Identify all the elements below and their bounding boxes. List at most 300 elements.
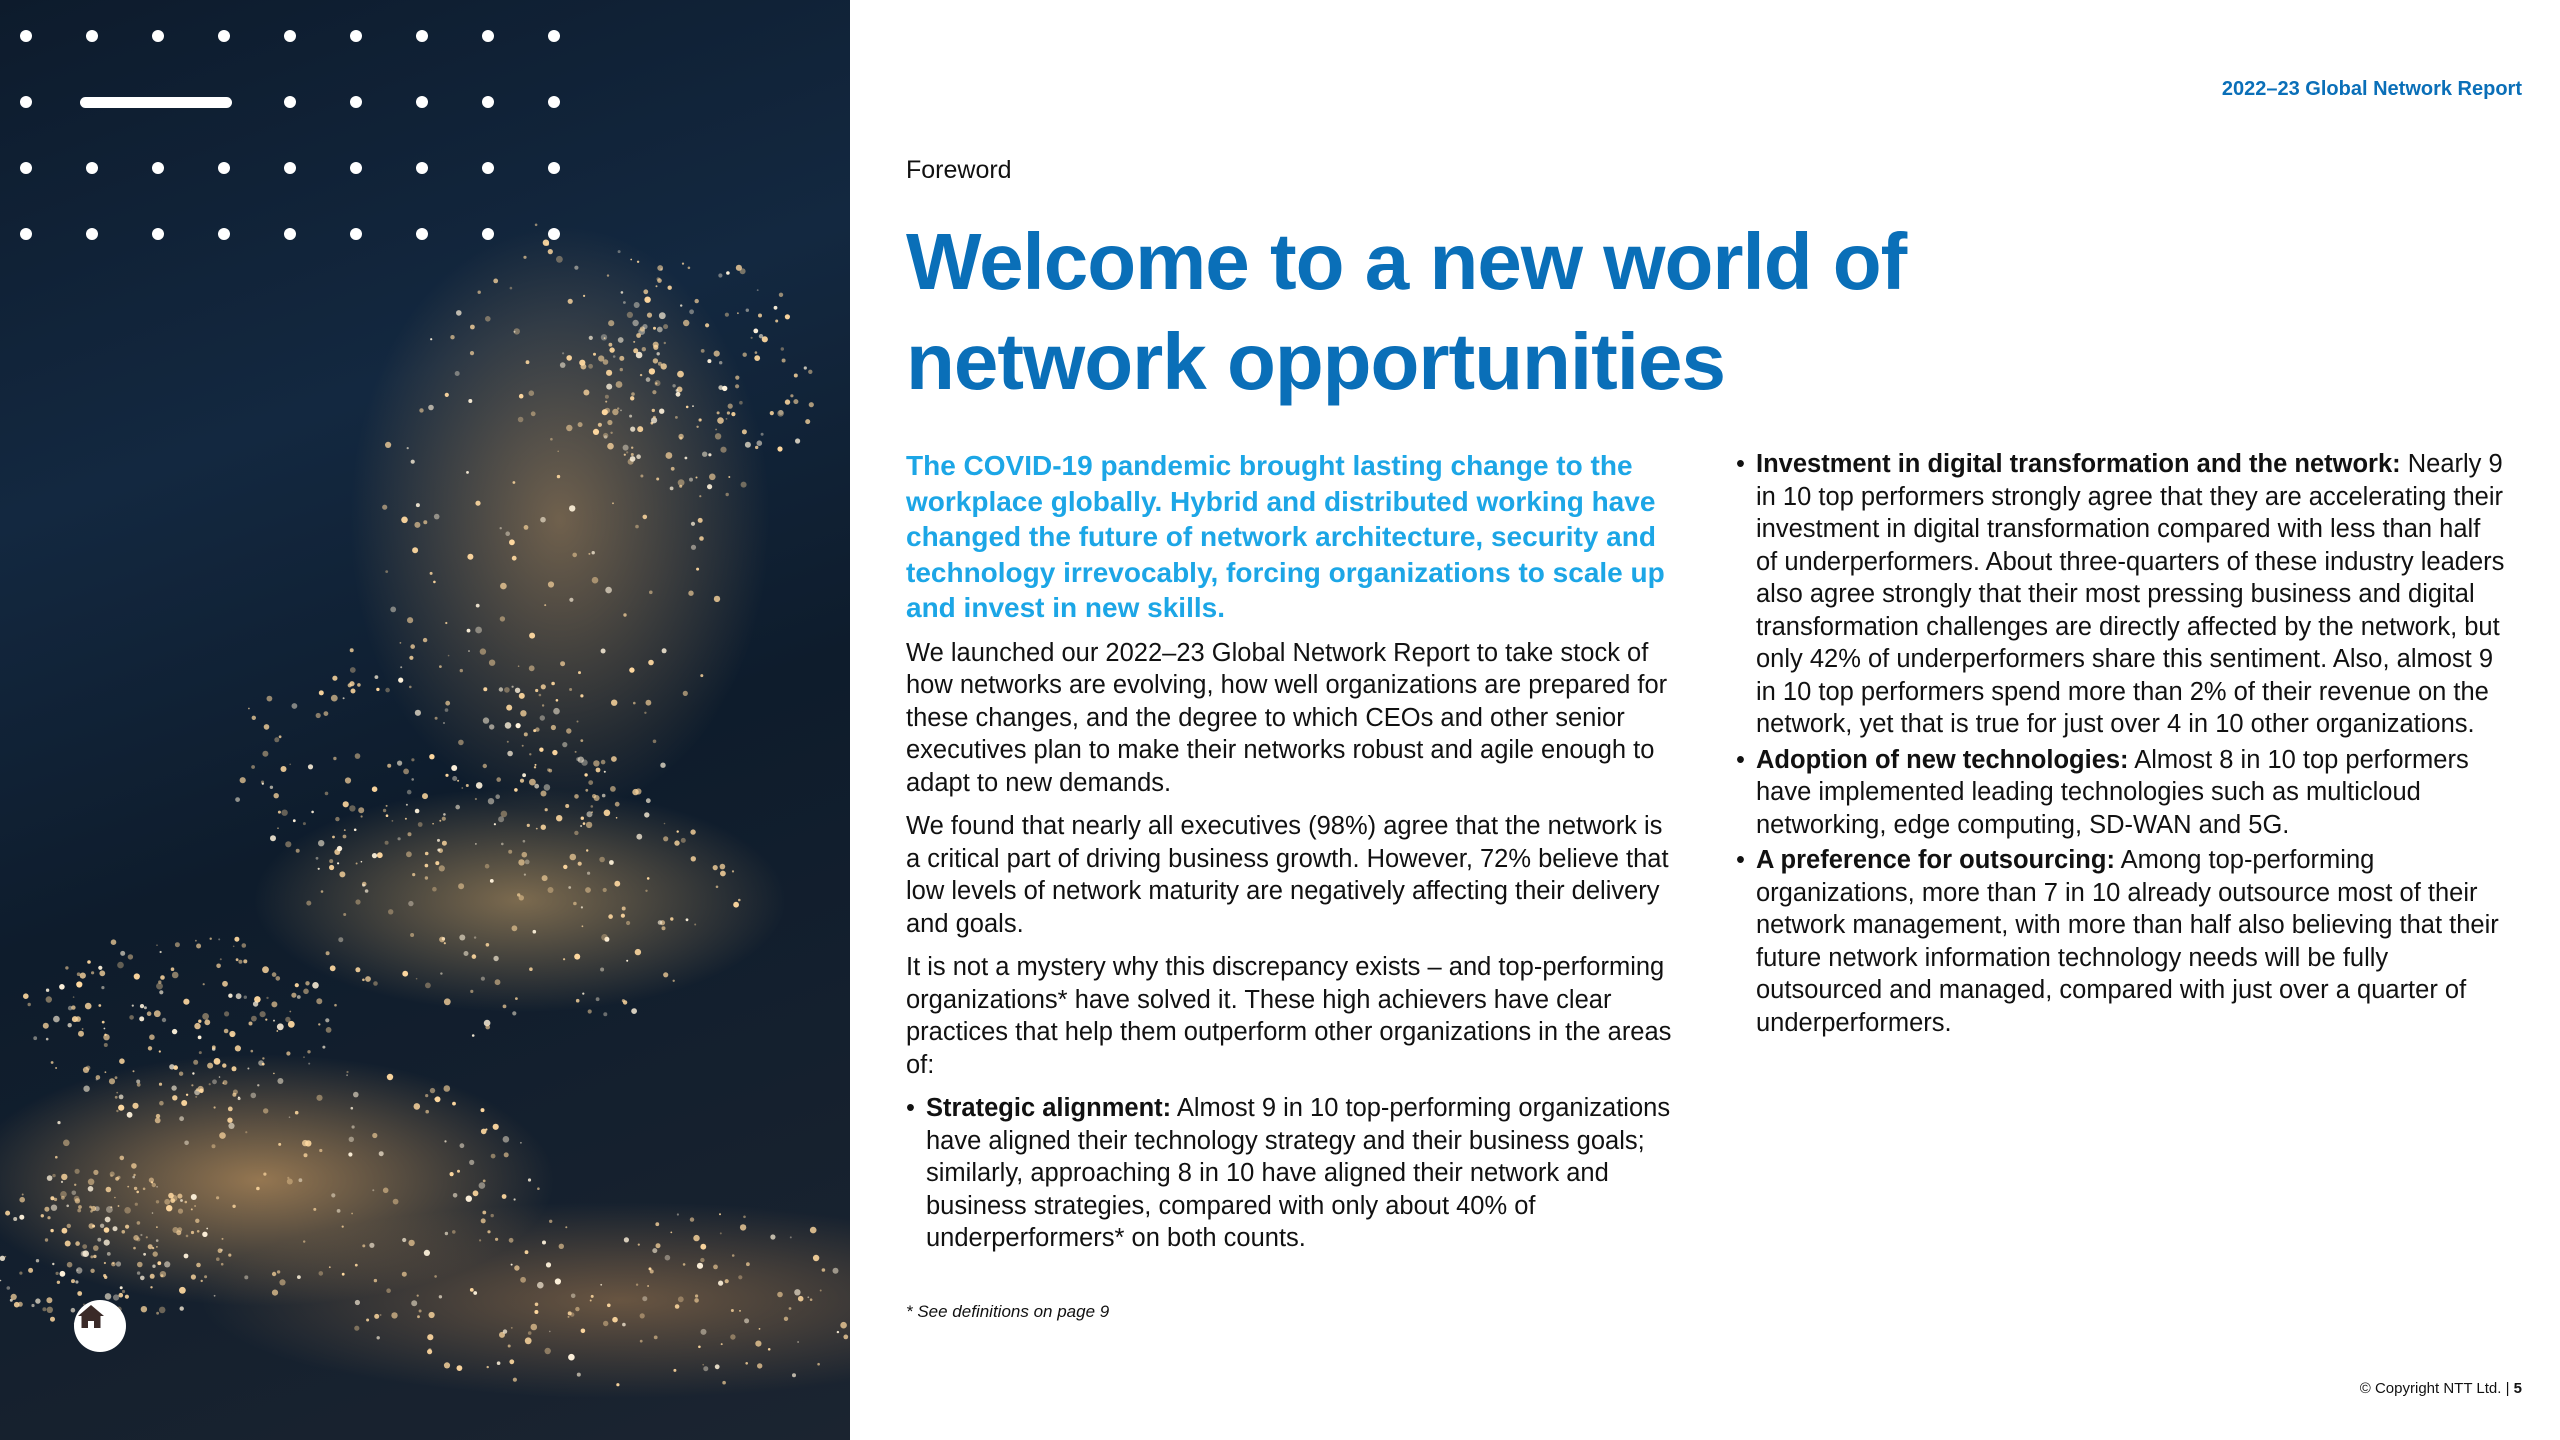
city-light-speck (689, 478, 693, 482)
city-light-speck (754, 355, 760, 361)
city-light-speck (670, 1232, 672, 1234)
city-light-speck (116, 1261, 121, 1266)
city-light-speck (467, 554, 473, 560)
grid-dot (548, 162, 560, 174)
city-light-speck (406, 851, 412, 857)
city-light-speck (519, 394, 524, 399)
bullet-item-strategic-alignment (906, 1092, 1678, 1255)
city-light-speck (277, 1078, 283, 1084)
city-light-speck (172, 1095, 177, 1100)
city-light-speck (117, 1176, 120, 1179)
city-light-speck (753, 329, 758, 334)
city-light-speck (675, 1304, 680, 1309)
city-light-speck (679, 485, 682, 488)
city-light-speck (380, 1314, 382, 1316)
grid-dot (218, 228, 230, 240)
city-light-speck (162, 1018, 166, 1022)
city-light-speck (120, 951, 125, 956)
grid-dot (284, 228, 296, 240)
city-light-speck (419, 1310, 422, 1313)
city-light-speck (571, 1294, 576, 1299)
city-light-speck (539, 694, 542, 697)
city-light-speck (249, 1022, 253, 1026)
city-light-speck (727, 411, 730, 414)
city-light-speck (681, 838, 686, 843)
home-button[interactable] (74, 1300, 126, 1352)
city-light-speck (312, 982, 319, 989)
city-light-speck (636, 1284, 638, 1286)
city-light-speck (720, 864, 726, 870)
city-light-speck (624, 454, 626, 456)
city-light-speck (574, 831, 578, 835)
city-light-speck (609, 347, 614, 352)
city-light-speck (640, 475, 643, 478)
city-light-speck (507, 751, 513, 757)
city-light-speck (299, 1178, 303, 1182)
city-light-speck (537, 1187, 540, 1190)
city-light-speck (648, 660, 654, 666)
city-light-speck (256, 1187, 260, 1191)
city-light-speck (398, 678, 403, 683)
city-light-speck (87, 960, 91, 964)
grid-dot (416, 162, 428, 174)
city-light-speck (536, 828, 538, 830)
city-light-speck (679, 437, 682, 440)
city-light-speck (782, 359, 786, 363)
grid-dot (86, 228, 98, 240)
city-light-speck (65, 1241, 71, 1247)
city-light-speck (591, 805, 594, 808)
city-light-speck (457, 1365, 463, 1371)
city-light-speck (568, 1311, 572, 1315)
city-light-speck (279, 1279, 285, 1285)
city-light-speck (159, 990, 163, 994)
city-light-speck (235, 1045, 241, 1051)
city-light-speck (68, 1023, 72, 1027)
city-light-speck (662, 926, 666, 930)
city-light-speck (67, 1262, 73, 1268)
city-light-speck (777, 446, 782, 451)
city-light-speck (374, 1279, 377, 1282)
city-light-speck (222, 1238, 224, 1240)
city-light-speck (392, 820, 394, 822)
city-light-speck (569, 688, 572, 691)
city-light-speck (696, 568, 699, 571)
city-light-speck (430, 1088, 435, 1093)
city-light-speck (699, 536, 704, 541)
city-light-speck (459, 935, 465, 941)
city-light-speck (119, 1095, 124, 1100)
city-light-speck (219, 1132, 226, 1139)
city-light-speck (7, 1286, 11, 1290)
city-light-speck (759, 1328, 761, 1330)
city-light-speck (99, 970, 105, 976)
city-light-speck (227, 1118, 232, 1123)
city-light-speck (485, 316, 491, 322)
city-light-speck (411, 1300, 417, 1306)
city-light-speck (673, 980, 675, 982)
city-light-speck (655, 1222, 659, 1226)
city-light-speck (680, 304, 682, 306)
city-light-speck (696, 426, 698, 428)
city-light-speck (757, 1363, 762, 1368)
city-light-speck (470, 990, 473, 993)
city-light-speck (53, 1016, 60, 1023)
city-light-speck (91, 971, 94, 974)
city-light-speck (194, 1205, 196, 1207)
city-light-speck (670, 487, 674, 491)
city-light-speck (677, 1213, 679, 1215)
city-light-speck (491, 1214, 494, 1217)
city-light-speck (745, 1362, 748, 1365)
city-light-speck (266, 997, 268, 999)
city-light-speck (606, 370, 612, 376)
city-light-speck (35, 1298, 40, 1303)
city-light-speck (337, 1209, 341, 1213)
city-light-speck (545, 1348, 551, 1354)
city-light-speck (635, 949, 641, 955)
city-light-speck (351, 689, 356, 694)
city-light-speck (156, 1186, 158, 1188)
city-light-speck (172, 972, 179, 979)
city-light-speck (307, 1050, 310, 1053)
city-light-speck (503, 1005, 507, 1009)
city-light-speck (742, 429, 747, 434)
city-light-speck (506, 705, 512, 711)
city-light-speck (272, 1290, 278, 1296)
city-light-speck (124, 1207, 131, 1214)
city-light-speck (416, 503, 420, 507)
city-light-speck (483, 764, 487, 768)
city-light-speck (653, 416, 656, 419)
city-light-speck (448, 655, 450, 657)
grid-dot (284, 96, 296, 108)
city-light-speck (338, 937, 343, 942)
city-light-speck (622, 907, 626, 911)
city-light-speck (689, 309, 694, 314)
city-light-speck (452, 1230, 456, 1234)
city-light-speck (470, 325, 475, 330)
city-light-speck (502, 1194, 507, 1199)
city-light-speck (311, 811, 314, 814)
city-light-speck (204, 1275, 207, 1278)
city-light-speck (434, 1098, 437, 1101)
city-light-speck (238, 960, 242, 964)
city-light-speck (219, 1076, 221, 1078)
city-light-speck (674, 840, 679, 845)
grid-dot (416, 96, 428, 108)
grid-dot (482, 96, 494, 108)
city-light-speck (746, 1262, 750, 1266)
city-light-speck (223, 1080, 228, 1085)
city-light-speck (140, 1276, 145, 1281)
city-light-speck (489, 724, 494, 729)
city-light-speck (474, 936, 476, 938)
city-light-speck (387, 1074, 393, 1080)
city-light-speck (75, 1169, 80, 1174)
city-light-speck (688, 591, 693, 596)
city-light-speck (645, 890, 647, 892)
city-light-speck (434, 1275, 437, 1278)
city-light-speck (698, 1346, 701, 1349)
city-light-speck (650, 1270, 654, 1274)
city-light-speck (386, 814, 389, 817)
city-light-speck (582, 993, 584, 995)
city-light-speck (739, 401, 743, 405)
city-light-speck (232, 1066, 237, 1071)
city-light-speck (274, 737, 279, 742)
city-light-speck (479, 1239, 481, 1241)
city-light-speck (535, 689, 538, 692)
city-light-speck (318, 868, 320, 870)
city-light-speck (514, 331, 516, 333)
city-light-speck (513, 1378, 517, 1382)
city-light-speck (140, 1234, 142, 1236)
city-light-speck (784, 1317, 788, 1321)
city-light-speck (728, 404, 733, 409)
city-light-speck (76, 981, 82, 987)
city-light-speck (497, 1361, 501, 1365)
city-light-speck (408, 901, 413, 906)
city-light-speck (630, 427, 635, 432)
city-light-speck (451, 765, 457, 771)
city-light-speck (720, 871, 726, 877)
city-light-speck (466, 471, 469, 474)
city-light-speck (500, 583, 507, 590)
grid-dot (350, 96, 362, 108)
city-light-speck (631, 392, 635, 396)
city-light-speck (524, 525, 529, 530)
city-light-speck (666, 452, 673, 459)
city-light-speck (73, 996, 75, 998)
city-light-speck (173, 1065, 178, 1070)
city-light-speck (533, 729, 536, 732)
city-light-speck (719, 361, 722, 364)
city-light-speck (539, 748, 543, 752)
city-light-speck (683, 691, 688, 696)
city-light-speck (722, 386, 727, 391)
city-light-speck (694, 1298, 699, 1303)
city-light-speck (289, 764, 291, 766)
city-light-speck (439, 1295, 442, 1298)
page-number: 5 (2513, 1380, 2522, 1397)
city-light-speck (664, 342, 666, 344)
city-light-speck (110, 1172, 115, 1177)
city-light-speck (725, 313, 729, 317)
city-light-speck (185, 1201, 188, 1204)
city-light-speck (45, 1238, 48, 1241)
city-light-speck (525, 1250, 529, 1254)
city-light-speck (159, 1101, 164, 1106)
city-light-speck (77, 1209, 81, 1213)
city-light-speck (714, 351, 720, 357)
city-light-speck (0, 1256, 5, 1261)
city-light-speck (337, 846, 342, 851)
city-light-speck (563, 865, 567, 869)
city-light-speck (578, 671, 581, 674)
city-light-speck (693, 1235, 699, 1241)
city-light-speck (209, 1083, 211, 1085)
city-light-speck (308, 764, 313, 769)
city-light-speck (735, 376, 739, 380)
city-light-speck (584, 773, 587, 776)
city-light-speck (410, 644, 415, 649)
city-light-speck (278, 811, 281, 814)
bullet-list (1736, 448, 2508, 1039)
grid-dot (350, 228, 362, 240)
city-light-speck (755, 351, 758, 354)
city-light-speck (127, 1186, 129, 1188)
city-light-speck (503, 1329, 507, 1333)
city-light-speck (622, 1323, 626, 1327)
city-light-speck (692, 405, 694, 407)
city-light-speck (466, 1196, 472, 1202)
city-light-speck (781, 347, 784, 350)
bullet-heading: Adoption of new technologies: (1756, 745, 2129, 774)
city-light-speck (656, 1243, 661, 1248)
city-light-speck (515, 688, 520, 693)
city-light-speck (694, 924, 696, 926)
city-light-speck (601, 649, 606, 654)
city-light-speck (214, 1106, 216, 1108)
city-light-speck (810, 1227, 817, 1234)
city-light-speck (326, 951, 330, 955)
city-light-speck (31, 1304, 34, 1307)
city-light-speck (822, 1268, 826, 1272)
city-light-speck (605, 395, 609, 399)
city-light-speck (186, 1235, 189, 1238)
city-light-speck (709, 474, 716, 481)
city-light-speck (537, 1282, 544, 1289)
city-light-speck (199, 1051, 202, 1054)
city-light-speck (416, 978, 418, 980)
city-light-speck (156, 1114, 160, 1118)
city-light-speck (676, 392, 681, 397)
city-light-speck (604, 435, 607, 438)
city-light-speck (408, 832, 412, 836)
city-light-speck (82, 1028, 84, 1030)
city-light-speck (738, 1275, 742, 1279)
city-light-speck (160, 975, 165, 980)
city-light-speck (425, 876, 428, 879)
city-light-speck (350, 667, 356, 673)
city-light-speck (726, 493, 729, 496)
city-light-speck (47, 1307, 53, 1313)
city-light-speck (621, 914, 625, 918)
city-light-speck (28, 1003, 31, 1006)
city-light-speck (402, 1238, 406, 1242)
grid-dot (350, 162, 362, 174)
city-light-speck (407, 447, 409, 449)
city-light-speck (178, 1209, 183, 1214)
city-light-speck (524, 874, 526, 876)
city-light-speck (120, 1156, 125, 1161)
city-light-speck (335, 817, 339, 821)
city-light-speck (473, 1291, 477, 1295)
city-light-speck (222, 1063, 226, 1067)
city-light-speck (508, 1345, 511, 1348)
city-light-speck (159, 1050, 161, 1052)
city-light-speck (699, 418, 702, 421)
city-light-speck (61, 1181, 63, 1183)
city-light-speck (344, 829, 346, 831)
city-light-speck (59, 984, 65, 990)
city-light-speck (289, 1011, 291, 1013)
city-light-speck (361, 861, 363, 863)
city-light-speck (691, 856, 696, 861)
city-light-speck (515, 997, 518, 1000)
city-light-speck (193, 1060, 198, 1065)
city-light-speck (198, 1020, 201, 1023)
city-light-speck (493, 956, 498, 961)
city-light-speck (715, 433, 721, 439)
city-light-speck (159, 1307, 166, 1314)
city-light-speck (514, 1265, 519, 1270)
city-light-speck (348, 683, 352, 687)
city-light-speck (482, 1211, 486, 1215)
grid-dot (548, 96, 560, 108)
city-light-speck (544, 604, 546, 606)
city-light-speck (483, 687, 487, 691)
city-light-speck (96, 1078, 98, 1080)
city-light-speck (232, 1205, 235, 1208)
bullet-heading: A preference for outsourcing: (1756, 846, 2115, 874)
bullet-symbol: • (1736, 846, 1745, 874)
city-light-speck (629, 415, 632, 418)
city-light-speck (433, 581, 436, 584)
city-light-speck (147, 1011, 152, 1016)
city-light-speck (221, 1263, 224, 1266)
city-light-speck (590, 1300, 592, 1302)
city-light-speck (214, 1295, 216, 1297)
city-light-speck (559, 1244, 564, 1249)
city-light-speck (485, 864, 490, 869)
city-light-speck (560, 661, 565, 666)
city-light-speck (528, 1331, 532, 1335)
city-light-speck (318, 1023, 320, 1025)
city-light-speck (76, 1267, 82, 1273)
city-light-speck (472, 1034, 475, 1037)
city-light-speck (343, 835, 347, 839)
city-light-speck (452, 1102, 456, 1106)
city-light-speck (460, 669, 463, 672)
city-light-speck (93, 1245, 99, 1251)
city-light-speck (619, 356, 624, 361)
city-light-speck (119, 1293, 124, 1298)
city-light-speck (820, 1290, 822, 1292)
city-light-speck (501, 811, 508, 818)
city-light-speck (520, 1142, 522, 1144)
city-light-speck (362, 979, 365, 982)
city-light-speck (131, 1163, 137, 1169)
city-light-speck (136, 1237, 140, 1241)
city-light-speck (653, 345, 658, 350)
city-light-speck (714, 596, 720, 602)
city-light-speck (741, 482, 747, 488)
city-light-speck (631, 1008, 637, 1014)
city-light-speck (807, 1296, 809, 1298)
city-light-speck (701, 349, 705, 353)
city-light-speck (159, 1083, 162, 1086)
city-light-speck (410, 933, 414, 937)
city-light-speck (691, 545, 696, 550)
city-light-speck (67, 1224, 71, 1228)
city-light-speck (646, 798, 651, 803)
city-light-speck (361, 815, 363, 817)
city-light-speck (321, 890, 324, 893)
city-light-speck (707, 484, 712, 489)
city-light-speck (257, 1084, 259, 1086)
